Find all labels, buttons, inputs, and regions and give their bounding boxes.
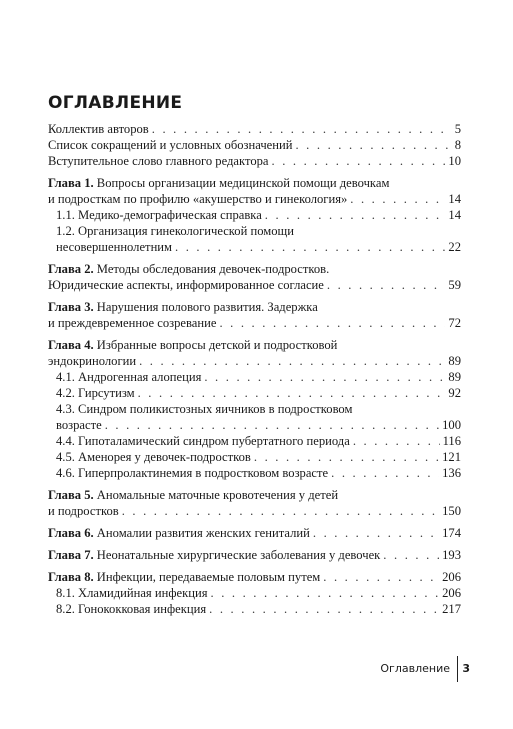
toc-entry-title: Методы обследования девочек-подростков. <box>93 262 330 276</box>
toc-entry-title: Юридические аспекты, информированное согласие <box>48 278 324 292</box>
toc-entry-title: 8.1. Хламидийная инфекция <box>56 586 208 600</box>
dot-leader <box>265 207 446 223</box>
chapter-number: Глава 1. <box>48 176 94 190</box>
toc-chapter-entry[interactable] <box>48 487 461 519</box>
toc-page-number: 59 <box>448 278 461 292</box>
toc-entry-title: 4.1. Андрогенная алопеция <box>56 370 202 384</box>
toc-entry-text <box>48 525 310 541</box>
toc-page-number: 136 <box>442 466 461 480</box>
dot-leader <box>175 239 445 255</box>
toc-entry-text <box>48 176 389 190</box>
toc-entry-title: Аномальные маточные кровотечения у детей <box>93 488 339 502</box>
toc-entry-text <box>48 569 320 585</box>
dot-leader <box>209 601 439 617</box>
page-title: ОГЛАВЛЕНИЕ <box>48 93 183 113</box>
toc-entry-text <box>56 465 328 481</box>
toc-entry-last-line <box>48 191 461 207</box>
toc-entry-text <box>56 385 135 401</box>
dot-leader <box>105 417 439 433</box>
toc-entry-line <box>48 261 461 277</box>
toc-entry-text <box>56 449 251 465</box>
dot-leader <box>139 353 445 369</box>
toc-entry-text <box>56 369 201 385</box>
toc-page-number: 150 <box>442 504 461 518</box>
footer-divider <box>457 656 459 682</box>
toc-chapter-entry[interactable] <box>48 337 461 369</box>
dot-leader <box>295 137 451 153</box>
dot-leader <box>254 449 439 465</box>
chapter-number: Глава 7. <box>48 548 94 562</box>
toc-page-number: 89 <box>448 354 461 368</box>
toc-entry-text <box>56 402 352 416</box>
toc-page-number: 193 <box>442 548 461 562</box>
toc-entry-text <box>56 207 262 223</box>
dot-leader <box>350 191 445 207</box>
toc-page-number: 14 <box>448 192 461 206</box>
toc-entry-last-line <box>48 353 461 369</box>
toc-entry-title: 1.1. Медико-демографическая справка <box>56 208 262 222</box>
dot-leader <box>327 277 446 293</box>
toc-entry-title: несовершеннолетним <box>56 240 173 254</box>
toc-entry-title: эндокринологии <box>48 354 137 368</box>
toc-entry-last-line <box>48 121 461 137</box>
toc-entry-last-line <box>48 137 461 153</box>
toc-chapter-entry[interactable] <box>48 569 461 585</box>
dot-leader <box>219 315 445 331</box>
toc-entry-text <box>48 300 318 314</box>
toc-entry-text <box>56 601 206 617</box>
toc-page-number: 5 <box>454 122 461 136</box>
toc-entry-line <box>48 299 461 315</box>
toc-entry-title: 4.3. Синдром поликистозных яичников в подростковом <box>56 402 353 416</box>
toc-entry-last-line <box>56 385 461 401</box>
chapter-number: Глава 3. <box>48 300 94 314</box>
toc-page-number: 72 <box>448 316 461 330</box>
toc-page-number: 116 <box>442 434 461 448</box>
toc-entry-last-line <box>48 503 461 519</box>
toc-entry-line <box>48 487 461 503</box>
dot-leader <box>272 153 446 169</box>
toc-entry-last-line <box>48 569 461 585</box>
toc-page-number: 8 <box>454 138 461 152</box>
toc-entry-text <box>48 338 337 352</box>
toc-entry-text <box>56 585 208 601</box>
toc-entry[interactable] <box>48 153 461 169</box>
toc-entry-line <box>56 401 461 417</box>
toc-entry-title: и преждевременное созревание <box>48 316 217 330</box>
dot-leader <box>331 465 439 481</box>
toc-page-number: 206 <box>442 570 461 584</box>
toc-page-number: 206 <box>442 586 461 600</box>
toc-page-number: 10 <box>448 154 461 168</box>
toc-entry-title: и подростков <box>48 504 119 518</box>
dot-leader <box>138 385 446 401</box>
toc-entry-last-line <box>56 433 461 449</box>
toc-entry-title: Коллектив авторов <box>48 122 149 136</box>
running-footer-label: Оглавление <box>380 662 450 675</box>
toc-page-number: 14 <box>448 208 461 222</box>
toc-page-number: 22 <box>448 240 461 254</box>
toc-section-entry[interactable] <box>56 601 461 617</box>
toc-entry-line <box>56 223 461 239</box>
toc-entry-last-line <box>56 449 461 465</box>
dot-leader <box>204 369 445 385</box>
toc-entry-title: возрасте <box>56 418 102 432</box>
dot-leader <box>211 585 440 601</box>
toc-chapter-entry[interactable] <box>48 175 461 207</box>
dot-leader <box>313 525 439 541</box>
toc-entry-last-line <box>56 417 461 433</box>
toc-entry-text <box>48 488 338 502</box>
toc-chapter-entry[interactable] <box>48 299 461 331</box>
toc-entry-title: Вопросы организации медицинской помощи девочкам <box>93 176 390 190</box>
toc-entry-title: и подросткам по профилю «акушерство и гинекология» <box>48 192 348 206</box>
dot-leader <box>152 121 452 137</box>
toc-entry-last-line <box>56 207 461 223</box>
toc-section-entry[interactable] <box>56 449 461 465</box>
dot-leader <box>122 503 439 519</box>
toc-entry-last-line <box>56 239 461 255</box>
dot-leader <box>383 547 439 563</box>
toc-section-entry[interactable] <box>56 223 461 255</box>
toc-entry-last-line <box>48 525 461 541</box>
toc-entry-title: Неонатальные хирургические заболевания у девочек <box>93 548 381 562</box>
toc-entry-title: 4.4. Гипоталамический синдром пубертатного периода <box>56 434 350 448</box>
toc-entry-title: Нарушения полового развития. Задержка <box>93 300 318 314</box>
toc-entry-text <box>48 121 149 137</box>
toc-entry-title: Инфекции, передаваемые половым путем <box>93 570 321 584</box>
toc-page-number: 89 <box>448 370 461 384</box>
toc-entry-text <box>48 277 324 293</box>
toc-entry-text <box>56 433 350 449</box>
toc-page-number: 92 <box>448 386 461 400</box>
toc-page-number: 100 <box>442 418 461 432</box>
toc-entry-last-line <box>48 315 461 331</box>
toc-entry-text <box>48 153 269 169</box>
toc-entry-title: 4.5. Аменорея у девочек-подростков <box>56 450 251 464</box>
toc-section-entry[interactable] <box>56 585 461 601</box>
dot-leader <box>353 433 440 449</box>
toc-page-number: 121 <box>442 450 461 464</box>
toc-entry-text <box>48 547 380 563</box>
toc-section-entry[interactable] <box>56 401 461 433</box>
toc-section-entry[interactable] <box>56 385 461 401</box>
toc-entry-last-line <box>48 153 461 169</box>
toc-page-number: 174 <box>442 526 461 540</box>
toc-entry-text <box>48 137 292 153</box>
page-number: 3 <box>462 662 470 675</box>
toc-chapter-entry[interactable] <box>48 261 461 293</box>
toc-entry-text <box>48 262 329 276</box>
toc-entry-last-line <box>56 465 461 481</box>
chapter-number: Глава 4. <box>48 338 94 352</box>
toc-page-number: 217 <box>442 602 461 616</box>
toc-entry-text <box>56 239 172 255</box>
toc-section-entry[interactable] <box>56 465 461 481</box>
toc-entry-last-line <box>48 547 461 563</box>
toc-entry-text <box>48 191 347 207</box>
toc-entry-title: Аномалии развития женских гениталий <box>93 526 310 540</box>
toc-entry-title: Вступительное слово главного редактора <box>48 154 269 168</box>
page-footer <box>0 656 470 684</box>
toc-entry[interactable] <box>48 121 461 137</box>
toc-entry-text <box>56 224 294 238</box>
chapter-number: Глава 2. <box>48 262 94 276</box>
toc-entry-title: 4.6. Гиперпролактинемия в подростковом возрасте <box>56 466 329 480</box>
toc-entry-line <box>48 337 461 353</box>
toc-section-entry[interactable] <box>56 207 461 223</box>
toc-entry[interactable] <box>48 137 461 153</box>
toc-entry-title: Список сокращений и условных обозначений <box>48 138 293 152</box>
toc-entry-line <box>48 175 461 191</box>
toc-chapter-entry[interactable] <box>48 547 461 563</box>
chapter-number: Глава 8. <box>48 570 94 584</box>
toc-entry-text <box>48 503 119 519</box>
table-of-contents <box>48 121 461 617</box>
toc-entry-last-line <box>48 277 461 293</box>
chapter-number: Глава 5. <box>48 488 94 502</box>
dot-leader <box>323 569 439 585</box>
toc-entry-last-line <box>56 369 461 385</box>
toc-entry-text <box>48 353 136 369</box>
toc-entry-title: 8.2. Гонококковая инфекция <box>56 602 207 616</box>
toc-section-entry[interactable] <box>56 433 461 449</box>
toc-entry-text <box>48 315 216 331</box>
toc-section-entry[interactable] <box>56 369 461 385</box>
toc-entry-title: 4.2. Гирсутизм <box>56 386 135 400</box>
toc-entry-title: Избранные вопросы детской и подростковой <box>93 338 338 352</box>
chapter-number: Глава 6. <box>48 526 94 540</box>
toc-entry-text <box>56 417 102 433</box>
toc-chapter-entry[interactable] <box>48 525 461 541</box>
toc-entry-last-line <box>56 601 461 617</box>
toc-entry-last-line <box>56 585 461 601</box>
toc-entry-title: 1.2. Организация гинекологической помощи <box>56 224 294 238</box>
